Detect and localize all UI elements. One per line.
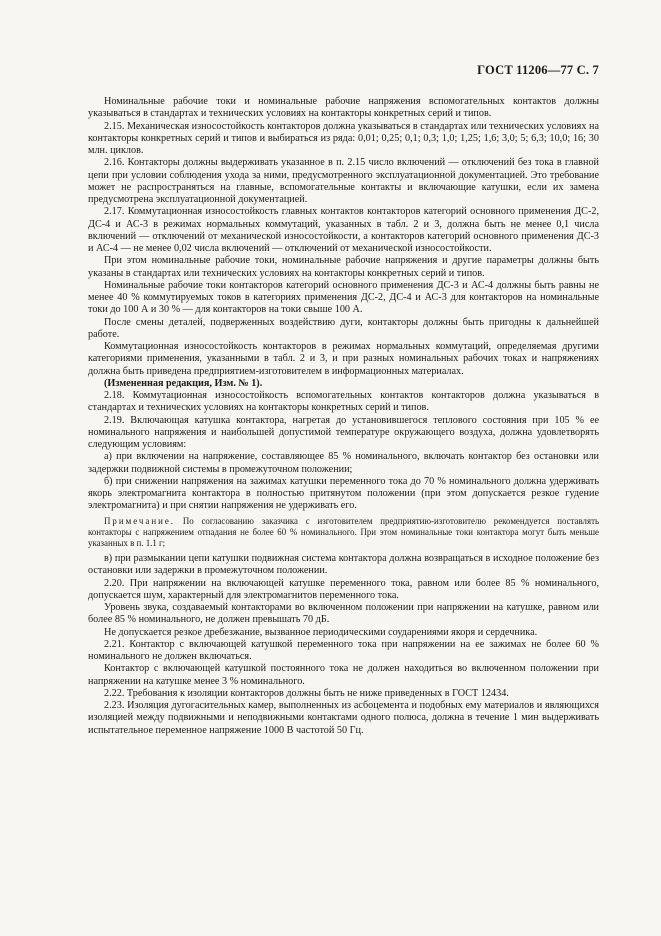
paragraph (88, 415, 599, 452)
paragraph (88, 627, 599, 639)
paragraph (88, 639, 599, 664)
paragraph-text: 2.23. Изоляция дугогасительных камер, выполненных из асбоцемента и подобных ему материалов и являющихся изоляцией между подвижными и неподвижными контактами одного полюса, должна в течение 1 мин выдерживать испытательное переменное напряжение 1000 В частотой 50 Гц. (88, 700, 599, 736)
paragraph-text: 2.15. Механическая износостойкость контакторов должна указываться в стандартах или технических условиях на контакторы конкретных серий и типов и выбираться из ряда: 0,01; 0,25; 0,1; 0,3; 1,0; 1,25; 1,6; 3,0; 5; 6,3; 10,0; 16; 30 млн. циклов. (88, 120, 599, 156)
paragraph (88, 121, 599, 158)
paragraph-text: б) при снижении напряжения на зажимах катушки переменного тока до 70 % номинального должна удерживать якорь электромагнита контактора в полностью притянутом положении (при этом допускается резкое гудение электромагнита) и при снятии напряжения не удерживать его. (88, 475, 599, 512)
paragraph-text: 2.21. Контактор с включающей катушкой переменного тока при напряжении на ее зажимах не более 60 % номинального не должен включаться. (88, 638, 599, 663)
paragraph (88, 280, 599, 317)
note-paragraph (88, 516, 599, 550)
paragraph-text: Уровень звука, создаваемый контакторами во включенном положении при напряжении на катушке, равном или более 85 % номинального, не должен превышать 70 дБ. (88, 602, 599, 626)
paragraph (88, 451, 599, 476)
paragraph-text: 2.22. Требования к изоляции контакторов должны быть не ниже приведенных в ГОСТ 12434. (104, 687, 509, 699)
paragraph-text: Не допускается резкое дребезжание, вызванное периодическими соударениями якоря и сердечника. (104, 626, 538, 638)
paragraph-text: По согласованию заказчика с изготовителем предприятию-изготовителю рекомендуется поставлять контакторы с напряжением отпадания не более 60 % номинального. При этом номинальные токи контактора могут быть меньше указанных в п. 1.1 г; (88, 515, 599, 548)
paragraph-text: 2.20. При напряжении на включающей катушке переменного тока, равном или более 85 % номинального, допускается шум, характерный для электромагнитов переменного тока. (88, 577, 599, 601)
paragraph-text: 2.16. Контакторы должны выдерживать указанное в п. 2.15 число включений — отключений без тока в главной цепи при условии соблюдения ухода за ними, предусмотренного эксплуатационной документацией. Это требование может не распространяться на главные, вспомогательные контакты и включающие катушки, если их замена предусмотрена эксплуатационной документацией. (88, 157, 599, 205)
paragraph (88, 663, 599, 688)
paragraph (88, 476, 599, 513)
paragraph-text: (Измененная редакция, Изм. № 1). (104, 377, 263, 389)
paragraph (88, 553, 599, 578)
paragraph (88, 688, 599, 700)
paragraph (88, 700, 599, 737)
paragraph (88, 341, 599, 378)
paragraph-text: Номинальные рабочие токи и номинальные рабочие напряжения вспомогательных контактов должны указываться в стандартах и технических условиях на контакторы конкретных серий и типов. (88, 96, 599, 120)
paragraph (88, 578, 599, 603)
page-header: ГОСТ 11206—77 С. 7 (477, 63, 599, 77)
paragraph-text: Контактор с включающей катушкой постоянного тока не должен находиться во включенном положении при напряжении на катушке менее 3 % номинального. (88, 663, 599, 687)
paragraph (88, 206, 599, 255)
paragraph-text: При этом номинальные рабочие токи, номинальные рабочие напряжения и другие параметры должны быть указаны в стандартах или технических условиях на контакторы конкретных серий и типов. (88, 255, 599, 279)
paragraph (88, 157, 599, 206)
paragraph (88, 390, 599, 415)
paragraph (88, 96, 599, 121)
paragraph (88, 317, 599, 342)
note-label: Примечание. (104, 515, 175, 526)
paragraph (88, 378, 599, 390)
paragraph-text: После смены деталей, подверженных воздействию дуги, контакторы должны быть пригодны к дальнейшей работе. (88, 316, 599, 340)
paragraph (88, 255, 599, 280)
paragraph-text: Номинальные рабочие токи контакторов категорий основного применения ДС-3 и АС-4 должны быть равны не менее 40 % коммутируемых токов в категориях применения ДС-2, ДС-4 и АС-3 для контакторов на номинальные токи до 100 А и 30 % — для контакторов на токи свыше 100 А. (88, 279, 599, 316)
document-body (88, 96, 599, 737)
paragraph-text: 2.17. Коммутационная износостойкость главных контактов контакторов категорий основного применения ДС-2, ДС-4 и АС-3 в режимах нормальных коммутаций, указанных в табл. 2 и 3, должна быть не менее 0,1 числа включений — отключений от механической износостойкости, а контакторов категорий основного применения ДС-3 и АС-4 — не менее 0,02 числа включений — отключений от механической износостойкости. (88, 206, 599, 254)
paragraph-text: в) при размыкании цепи катушки подвижная система контактора должна возвращаться в исходное положение без остановки или задержки в промежуточном положении. (88, 553, 599, 577)
paragraph-text: 2.19. Включающая катушка контактора, нагретая до установившегося теплового состояния при 105 % ее номинального напряжения и наибольшей допустимой температуре окружающего воздуха, должна удовлетворять следующим условиям: (88, 414, 599, 450)
paragraph-text: а) при включении на напряжение, составляющее 85 % номинального, включать контактор без остановки или задержки подвижной системы в промежуточном положении; (88, 451, 599, 475)
paragraph-text: Коммутационная износостойкость контакторов в режимах нормальных коммутаций, определяемая другими категориями применения, указанными в табл. 2 и 3, и при разных номинальных рабочих токах и напряжениях должна быть приведена предприятием-изготовителем в информационных материалах. (88, 341, 599, 377)
paragraph-text: 2.18. Коммутационная износостойкость вспомогательных контактов контакторов должна указываться в стандартах и технических условиях на контакторы конкретных серий и типов. (88, 390, 599, 414)
paragraph (88, 602, 599, 627)
